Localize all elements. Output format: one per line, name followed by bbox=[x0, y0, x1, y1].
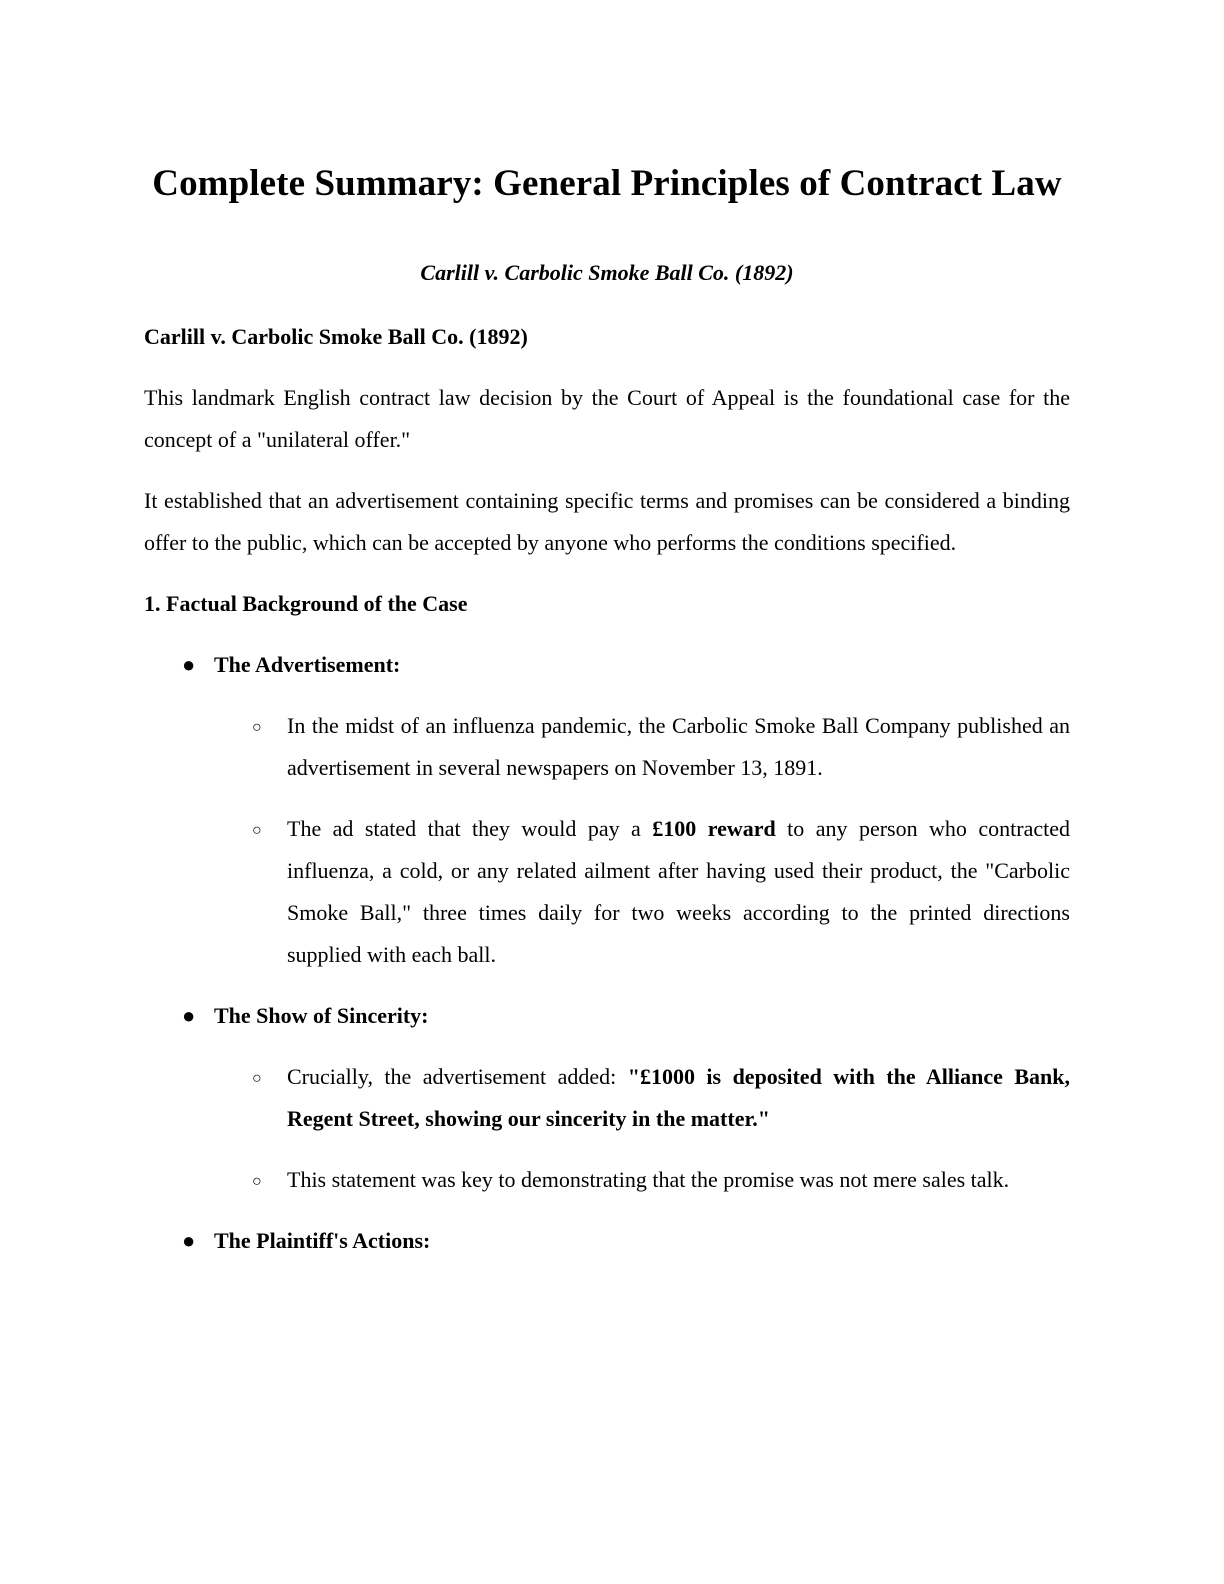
list-item-text-bold: "£1000 is deposited with the Alliance Bank, Regent Street, showing our sincerity in the matter." bbox=[287, 1064, 1070, 1131]
bullet-circle-icon: ○ bbox=[252, 822, 262, 839]
list-item bbox=[144, 976, 1070, 1037]
list-item-text-pre: The ad stated that they would pay a bbox=[287, 816, 653, 841]
list-item bbox=[144, 1037, 1070, 1140]
list-item-label: The Plaintiff's Actions: bbox=[214, 1228, 431, 1253]
intro-paragraph-1: This landmark English contract law decision by the Court of Appeal is the foundational case for the concept of a "unilateral offer." bbox=[144, 385, 1070, 452]
bullet-disc-icon: ● bbox=[182, 652, 196, 677]
list-item-text-pre: In the midst of an influenza pandemic, the Carbolic Smoke Ball Company published an advertisement in several newspapers on November 13, 1891. bbox=[287, 713, 1070, 780]
list-item bbox=[144, 789, 1070, 976]
list-item bbox=[144, 1201, 1070, 1262]
list-item-label: The Show of Sincerity: bbox=[214, 1003, 429, 1028]
list-item bbox=[144, 1140, 1070, 1201]
section-heading-factual-background: 1. Factual Background of the Case bbox=[144, 591, 468, 616]
list-item-text-post: to any person who contracted influenza, a cold, or any related ailment after having used their product, the "Carbolic Smoke Ball," three times daily for two weeks according to the printed directions supplied with each ball. bbox=[287, 816, 1070, 967]
list-item-label: The Advertisement: bbox=[214, 652, 401, 677]
list-item-text-bold: £100 reward bbox=[652, 816, 776, 841]
bullet-disc-icon: ● bbox=[182, 1228, 196, 1253]
bullet-circle-icon: ○ bbox=[252, 1070, 262, 1087]
list-item-text-pre: Crucially, the advertisement added: bbox=[287, 1064, 628, 1089]
bullet-circle-icon: ○ bbox=[252, 1173, 262, 1190]
list-item bbox=[144, 686, 1070, 789]
document-subtitle: Carlill v. Carbolic Smoke Ball Co. (1892) bbox=[420, 260, 794, 285]
bullet-circle-icon: ○ bbox=[252, 719, 262, 736]
intro-paragraph-2: It established that an advertisement containing specific terms and promises can be considered a binding offer to the public, which can be accepted by anyone who performs the conditions specified. bbox=[144, 488, 1070, 555]
list-item bbox=[144, 625, 1070, 686]
case-heading: Carlill v. Carbolic Smoke Ball Co. (1892) bbox=[144, 324, 528, 349]
page-title: Complete Summary: General Principles of Contract Law bbox=[152, 163, 1062, 204]
list-item-text-pre: This statement was key to demonstrating that the promise was not mere sales talk. bbox=[287, 1167, 1010, 1192]
bullet-disc-icon: ● bbox=[182, 1003, 196, 1028]
document-content bbox=[144, 0, 1070, 1262]
